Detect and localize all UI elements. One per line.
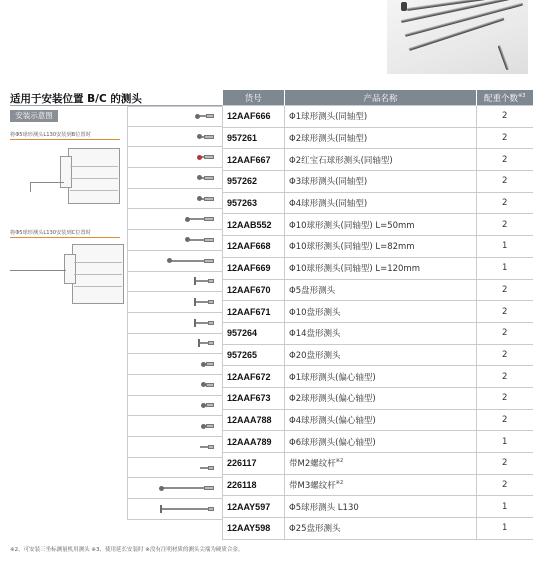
- product-photo: [387, 0, 528, 74]
- header-product-name: 产品名称: [285, 90, 477, 106]
- weight-count: 2: [477, 171, 533, 193]
- table-row: [223, 257, 533, 279]
- table-row: [223, 127, 533, 149]
- table-row: [223, 387, 533, 409]
- probe-icon-cell: [127, 499, 222, 520]
- product-code: 12AAY598: [223, 518, 285, 540]
- probe-icon-cell: [127, 272, 222, 293]
- table-row: [223, 171, 533, 193]
- probe-icon-cell: [127, 230, 222, 251]
- table-row: [223, 431, 533, 453]
- probe-spec-table: [222, 90, 533, 540]
- probe-icon-cell: [127, 416, 222, 437]
- product-code: 12AAF666: [223, 106, 285, 128]
- weight-count: 1: [477, 257, 533, 279]
- probe-icon-cell: [127, 354, 222, 375]
- product-name: Φ25盘形测头: [285, 518, 477, 540]
- table-row: [223, 301, 533, 323]
- product-name: 带M3螺纹杆$^{※2}$: [285, 474, 477, 496]
- product-name: Φ14盘形测头: [285, 322, 477, 344]
- probe-icon-cell: [127, 458, 222, 479]
- product-name: Φ2球形测头(偏心轴型): [285, 387, 477, 409]
- probe-rod: [498, 45, 510, 70]
- product-name: Φ6球形测头(偏心轴型): [285, 431, 477, 453]
- product-code: 957262: [223, 171, 285, 193]
- product-name: Φ3球形测头(同轴型): [285, 171, 477, 193]
- product-name: Φ5盘形测头: [285, 279, 477, 301]
- caption-divider: [10, 237, 120, 238]
- weight-count: 2: [477, 279, 533, 301]
- caption-b-position: 将Φ5球形测头L130安装到B位置时: [10, 132, 91, 138]
- weight-count: 1: [477, 431, 533, 453]
- product-code: 957261: [223, 127, 285, 149]
- probe-icons-column: [127, 106, 222, 520]
- product-code: 12AAF670: [223, 279, 285, 301]
- weight-count: 2: [477, 192, 533, 214]
- weight-count: 2: [477, 301, 533, 323]
- table-row: [223, 214, 533, 236]
- installation-diagram-badge: 安装示意图: [10, 110, 58, 122]
- probe-icon-cell: [127, 334, 222, 355]
- weight-count: 1: [477, 236, 533, 258]
- product-name: Φ1球形测头(同轴型): [285, 106, 477, 128]
- weight-count: 2: [477, 474, 533, 496]
- probe-icon-cell: [127, 147, 222, 168]
- product-name: Φ20盘形测头: [285, 344, 477, 366]
- product-name: Φ4球形测头(同轴型): [285, 192, 477, 214]
- product-code: 957265: [223, 344, 285, 366]
- probe-icon-cell: [127, 396, 222, 417]
- weight-count: 2: [477, 453, 533, 475]
- probe-icon-cell: [127, 292, 222, 313]
- probe-icon-cell: [127, 313, 222, 334]
- weight-count: 2: [477, 106, 533, 128]
- weight-count: 1: [477, 496, 533, 518]
- table-row: [223, 453, 533, 475]
- installation-diagram-b: [30, 146, 122, 206]
- probe-icon-cell: [127, 127, 222, 148]
- table-header-row: [223, 90, 533, 106]
- table-row: [223, 518, 533, 540]
- table-row: [223, 279, 533, 301]
- product-name: Φ10盘形测头: [285, 301, 477, 323]
- probe-icon-cell: [127, 251, 222, 272]
- product-name: Φ1球形测头(偏心轴型): [285, 366, 477, 388]
- probe-icon-cell: [127, 375, 222, 396]
- product-code: 12AAA789: [223, 431, 285, 453]
- product-name: Φ10球形测头(同轴型) L=82mm: [285, 236, 477, 258]
- caption-c-position: 将Φ5球形测头L130安装到C位置时: [10, 230, 91, 236]
- product-code: 12AAY597: [223, 496, 285, 518]
- product-name: Φ10球形测头(同轴型) L=120mm: [285, 257, 477, 279]
- product-code: 12AAA788: [223, 409, 285, 431]
- table-row: [223, 106, 533, 128]
- weight-count: 2: [477, 214, 533, 236]
- table-row: [223, 322, 533, 344]
- product-name: Φ5球形测头 L130: [285, 496, 477, 518]
- table-row: [223, 236, 533, 258]
- product-code: 957263: [223, 192, 285, 214]
- product-code: 12AAF671: [223, 301, 285, 323]
- product-code: 226118: [223, 474, 285, 496]
- product-name: Φ10球形测头(同轴型) L=50mm: [285, 214, 477, 236]
- product-code: 12AAF667: [223, 149, 285, 171]
- table-row: [223, 192, 533, 214]
- product-name: Φ2红宝石球形测头(同轴型): [285, 149, 477, 171]
- table-row: [223, 474, 533, 496]
- footnote: ※2、可安装三坐标测量机用测头 ※3、使用延长安装时 ※没有注明材质的测头尖端为硬质合金。: [10, 547, 244, 553]
- caption-divider: [10, 139, 120, 140]
- product-code: 226117: [223, 453, 285, 475]
- product-code: 12AAF669: [223, 257, 285, 279]
- header-weight-count: 配重个数$^{※3}$: [477, 90, 533, 106]
- probe-icon-cell: [127, 478, 222, 499]
- probe-icon-cell: [127, 168, 222, 189]
- probe-icon-cell: [127, 437, 222, 458]
- header-code: 货号: [223, 90, 285, 106]
- table-row: [223, 496, 533, 518]
- weight-count: 2: [477, 344, 533, 366]
- probe-icon-cell: [127, 189, 222, 210]
- product-code: 12AAF668: [223, 236, 285, 258]
- product-code: 12AAF672: [223, 366, 285, 388]
- probe-icon-cell: [127, 209, 222, 230]
- weight-count: 2: [477, 409, 533, 431]
- product-name: 带M2螺纹杆$^{※2}$: [285, 453, 477, 475]
- weight-count: 2: [477, 322, 533, 344]
- product-code: 12AAB552: [223, 214, 285, 236]
- product-code: 957264: [223, 322, 285, 344]
- probe-icon-cell: [127, 106, 222, 127]
- table-row: [223, 409, 533, 431]
- weight-count: 2: [477, 149, 533, 171]
- product-name: Φ4球形测头(偏心轴型): [285, 409, 477, 431]
- weight-count: 2: [477, 366, 533, 388]
- product-code: 12AAF673: [223, 387, 285, 409]
- weight-count: 2: [477, 127, 533, 149]
- weight-count: 1: [477, 518, 533, 540]
- table-row: [223, 344, 533, 366]
- weight-count: 2: [477, 387, 533, 409]
- product-name: Φ2球形测头(同轴型): [285, 127, 477, 149]
- installation-diagram-c: [30, 244, 122, 304]
- section-title: 适用于安装位置 B/C 的测头: [10, 93, 142, 105]
- table-row: [223, 366, 533, 388]
- table-row: [223, 149, 533, 171]
